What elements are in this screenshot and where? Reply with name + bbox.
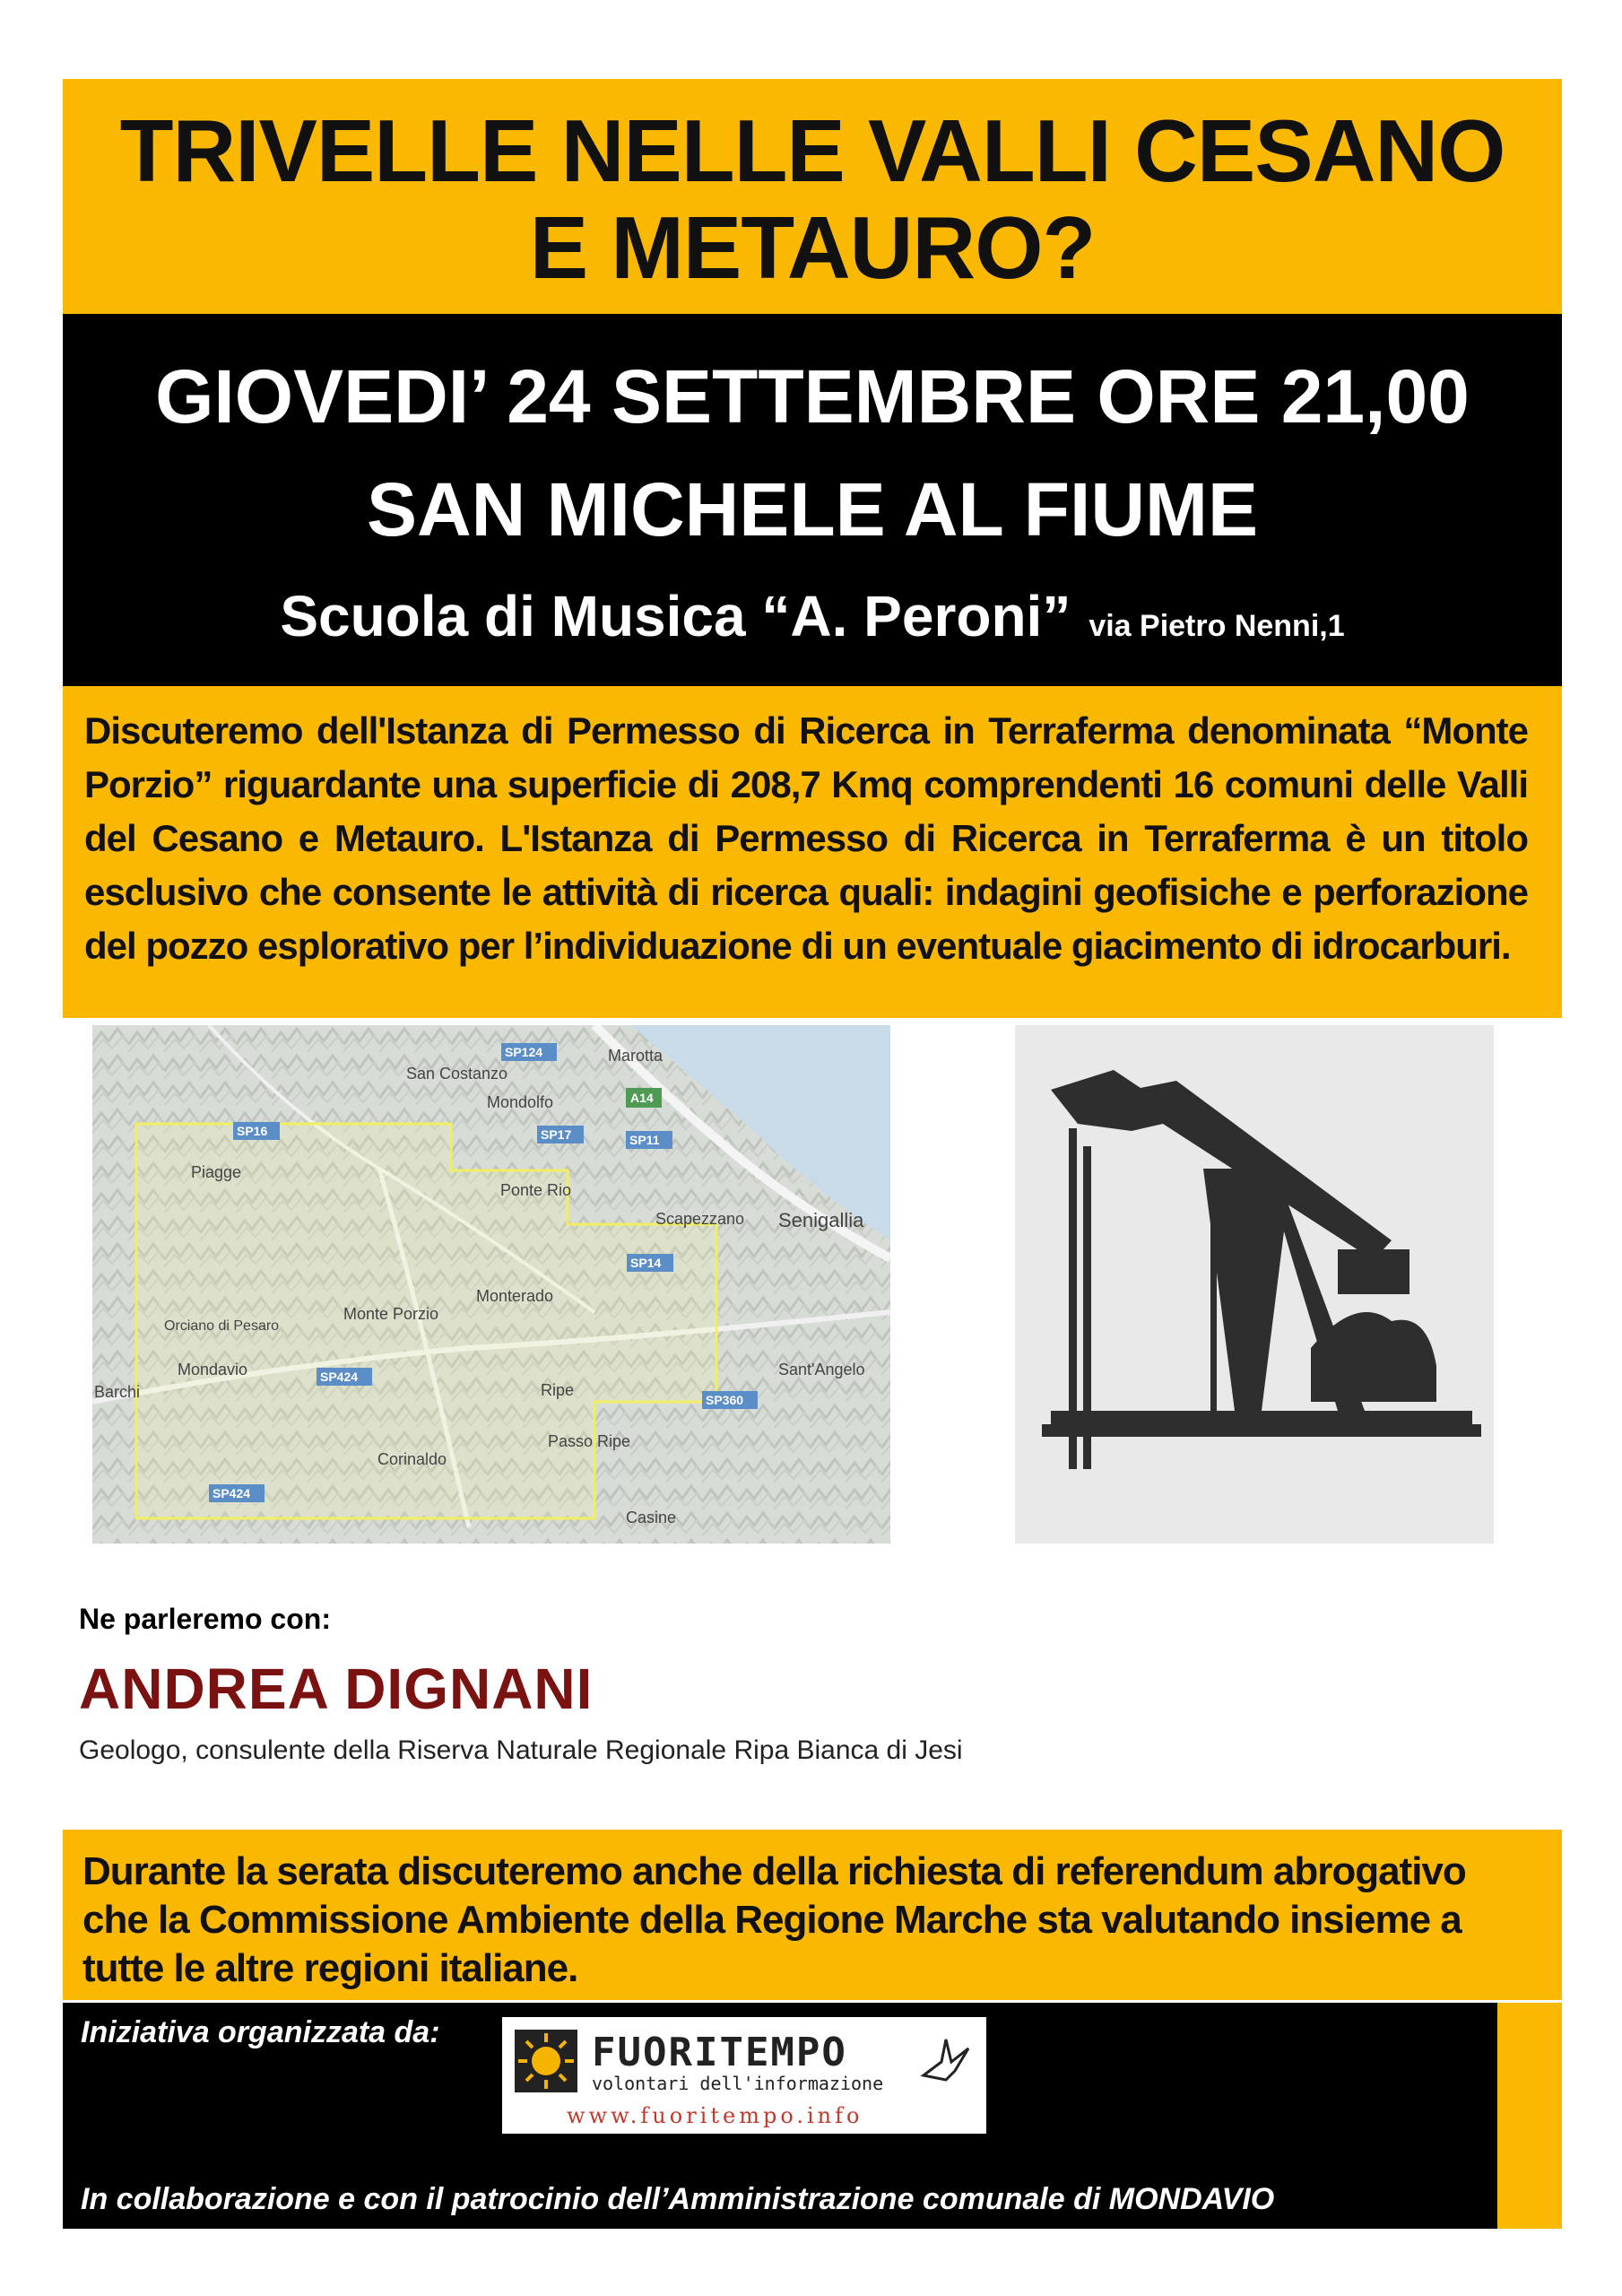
map-label-barchi: Barchi xyxy=(94,1383,141,1401)
speaker-role: Geologo, consulente della Riserva Naturale Regionale Ripa Bianca di Jesi xyxy=(79,1735,963,1765)
sun-icon xyxy=(515,2030,577,2092)
logo-name: FUORITEMPO xyxy=(592,2030,847,2075)
road-label-sp17: SP17 xyxy=(541,1127,572,1142)
area-map xyxy=(92,1025,890,1544)
speaker-name: ANDREA DIGNANI xyxy=(79,1657,594,1721)
pumpjack-icon xyxy=(1015,1025,1494,1544)
map-label-monterado: Monterado xyxy=(476,1287,554,1305)
description-text: Discuteremo dell'Istanza di Permesso di Ricerca in Terraferma denominata “Monte Porzio” riguardante una superficie di 208,7 Kmq comprendenti 16 comuni delle Valli del Cesano e Metauro. L'Istanza di Permesso di Ricerca in Terraferma è un titolo esclusivo che consente le attività di ricerca quali: indagini geofisiche e perforazione del pozzo esplorativo per l’individuazione di un eventuale giacimento di idrocarburi. xyxy=(84,709,1528,967)
map-label-mondolfo: Mondolfo xyxy=(487,1093,554,1111)
road-label-sp11: SP11 xyxy=(629,1133,660,1147)
map-label-ripe: Ripe xyxy=(541,1381,575,1399)
pumpjack-illustration xyxy=(1015,1025,1494,1544)
event-place: SAN MICHELE AL FIUME xyxy=(366,467,1258,552)
collaboration-text: In collaborazione e con il patrocinio dell’Amministrazione comunale di MONDAVIO xyxy=(81,2182,1275,2216)
road-label-sp14: SP14 xyxy=(630,1256,662,1270)
map-label-casine: Casine xyxy=(626,1509,677,1526)
road-label-sp424-b: SP424 xyxy=(213,1486,251,1500)
map-label-ponte-rio: Ponte Rio xyxy=(500,1181,572,1199)
road-label-sp424-a: SP424 xyxy=(320,1370,359,1384)
title-banner xyxy=(63,79,1562,314)
map-label-corinaldo: Corinaldo xyxy=(377,1450,447,1468)
road-label-sp16: SP16 xyxy=(237,1124,268,1138)
venue-address: via Pietro Nenni,1 xyxy=(1089,609,1345,643)
event-banner xyxy=(63,314,1562,686)
map-label-senigallia: Senigallia xyxy=(778,1209,864,1231)
crane-icon xyxy=(919,2035,973,2089)
speaker-intro: Ne parleremo con: xyxy=(79,1603,331,1635)
road-label-sp124: SP124 xyxy=(505,1045,543,1059)
event-venue xyxy=(63,583,1562,649)
map-label-orciano: Orciano di Pesaro xyxy=(164,1318,280,1334)
map-label-marotta: Marotta xyxy=(608,1047,664,1065)
referendum-box xyxy=(63,1830,1562,2000)
event-date: GIOVEDI’ 24 SETTEMBRE ORE 21,00 xyxy=(155,354,1470,439)
map-label-scapezzano: Scapezzano xyxy=(655,1210,745,1228)
map-image xyxy=(92,1025,890,1544)
logo-tagline: volontari dell'informazione xyxy=(592,2073,884,2094)
title-line-2: E METAURO? xyxy=(529,198,1096,297)
title-line-1: TRIVELLE NELLE VALLI CESANO xyxy=(119,101,1505,200)
footer-yellow-stripe xyxy=(1497,2003,1562,2229)
road-label-sp360: SP360 xyxy=(706,1393,744,1407)
map-label-sant-angelo: Sant'Angelo xyxy=(778,1361,865,1378)
map-label-monte-porzio: Monte Porzio xyxy=(343,1305,439,1323)
venue-name: Scuola di Musica “A. Peroni” xyxy=(280,584,1071,648)
referendum-text: Durante la serata discuteremo anche della richiesta di referendum abrogativo che la Commissione Ambiente della Regione Marche sta valutando insieme a tutte le altre regioni italiane. xyxy=(82,1849,1466,1990)
road-label-a14: A14 xyxy=(630,1091,654,1105)
map-label-san-costanzo: San Costanzo xyxy=(406,1065,508,1083)
logo-url: www.fuoritempo.info xyxy=(567,2103,863,2128)
description-box xyxy=(63,686,1562,1018)
map-label-piagge: Piagge xyxy=(191,1163,242,1181)
map-label-mondavio: Mondavio xyxy=(178,1361,248,1378)
map-label-passo-ripe: Passo Ripe xyxy=(548,1432,631,1450)
footer-banner xyxy=(63,2003,1562,2229)
organized-by-label: Iniziativa organizzata da: xyxy=(81,2015,440,2049)
fuoritempo-logo xyxy=(502,2017,986,2134)
